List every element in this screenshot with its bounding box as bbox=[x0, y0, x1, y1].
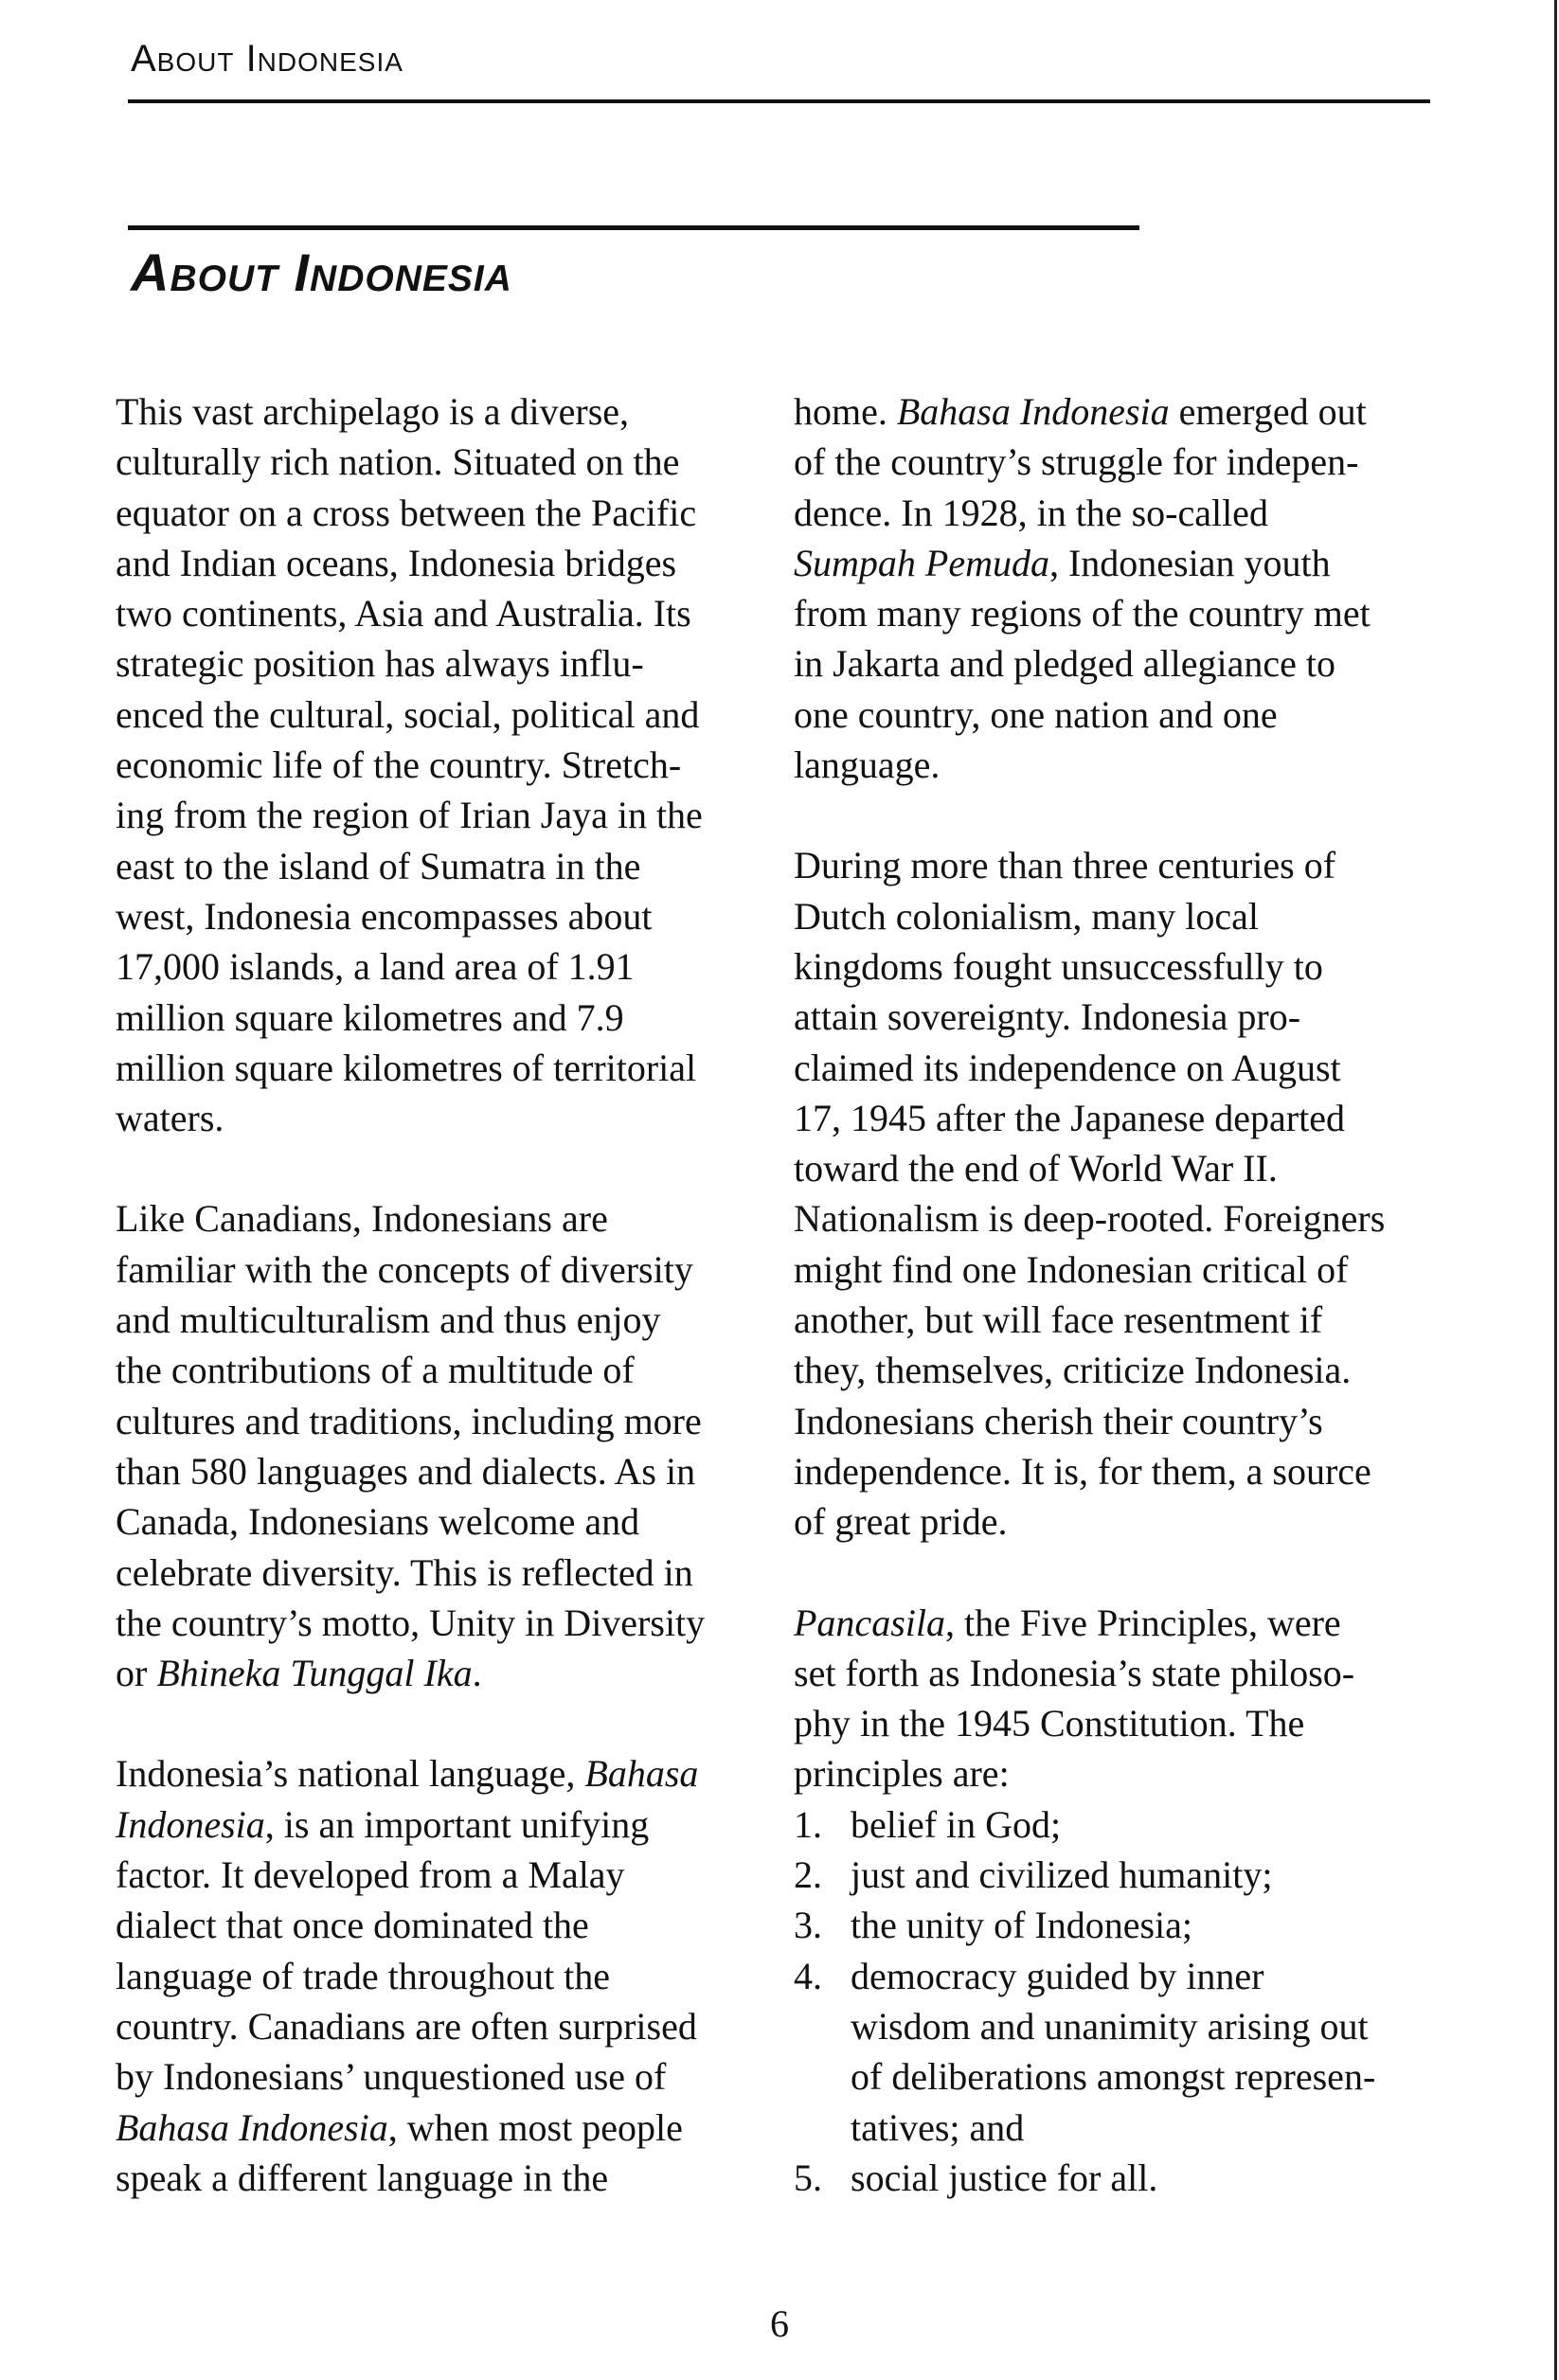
italic-term: Indonesia bbox=[116, 1802, 265, 1846]
principle-item bbox=[794, 1799, 1447, 1850]
text-run: and Indian oceans, Indonesia bridges bbox=[116, 541, 677, 584]
italic-term: Sumpah Pemuda bbox=[794, 541, 1049, 584]
text-run: dence. In 1928, in the so-called bbox=[794, 491, 1268, 534]
text-line bbox=[794, 992, 1447, 1042]
text-line bbox=[794, 1648, 1447, 1698]
text-run: dialect that once dominated the bbox=[116, 1904, 589, 1947]
text-line bbox=[794, 689, 1447, 740]
text-run: they, themselves, criticize Indonesia. bbox=[794, 1349, 1352, 1392]
text-run: phy in the 1945 Constitution. The bbox=[794, 1702, 1305, 1745]
text-run: million square kilometres and 7.9 bbox=[116, 995, 624, 1039]
text-run: equator on a cross between the Pacific bbox=[116, 491, 697, 534]
principle-item-continuation bbox=[794, 2001, 1447, 2051]
text-line bbox=[116, 1496, 760, 1547]
text-run: million square kilometres of territorial bbox=[116, 1046, 697, 1089]
text-line bbox=[116, 1598, 760, 1648]
text-run: Canada, Indonesians welcome and bbox=[116, 1500, 640, 1544]
text-run: language of trade throughout the bbox=[116, 1954, 611, 1997]
text-run: another, but will face resentment if bbox=[794, 1298, 1323, 1342]
text-line bbox=[116, 1043, 760, 1093]
principle-item bbox=[794, 1900, 1447, 1950]
header-rule bbox=[128, 99, 1430, 103]
text-line bbox=[794, 1193, 1447, 1244]
text-run: speak a different language in the bbox=[116, 2156, 609, 2199]
text-run: emerged out bbox=[1169, 390, 1367, 433]
principle-number: 3. bbox=[794, 1904, 822, 1947]
text-run: culturally rich nation. Situated on the bbox=[116, 440, 680, 484]
italic-term: Bahasa Indonesia bbox=[116, 2105, 388, 2149]
text-line bbox=[116, 2001, 760, 2051]
text-run: two continents, Asia and Australia. Its bbox=[116, 592, 691, 635]
right-column bbox=[794, 386, 1447, 2203]
text-line bbox=[116, 841, 760, 891]
text-run: of great pride. bbox=[794, 1500, 1008, 1544]
principle-text: tatives; and bbox=[851, 2105, 1025, 2149]
principle-item bbox=[794, 1951, 1447, 2001]
text-run: economic life of the country. Stretch- bbox=[116, 743, 682, 787]
text-run: the contributions of a multitude of bbox=[116, 1349, 635, 1392]
text-line bbox=[116, 2051, 760, 2102]
text-run: the country’s motto, Unity in Diversity bbox=[116, 1601, 706, 1644]
text-run: Indonesia’s national language, bbox=[116, 1752, 585, 1796]
page-edge-line bbox=[1554, 0, 1557, 2380]
text-line bbox=[116, 1193, 760, 1244]
text-line bbox=[116, 1850, 760, 1900]
running-header: About Indonesia bbox=[131, 38, 403, 80]
text-line bbox=[116, 588, 760, 638]
page-title: About Indonesia bbox=[131, 242, 512, 302]
text-run: and multiculturalism and thus enjoy bbox=[116, 1298, 661, 1342]
text-run: Indonesians cherish their country’s bbox=[794, 1399, 1323, 1442]
text-line bbox=[794, 1043, 1447, 1093]
text-line bbox=[794, 1446, 1447, 1496]
text-run: east to the island of Sumatra in the bbox=[116, 844, 641, 887]
left-paragraph bbox=[116, 1193, 760, 1698]
text-run: This vast archipelago is a diverse, bbox=[116, 390, 630, 433]
text-line bbox=[116, 538, 760, 588]
text-run: one country, one nation and one bbox=[794, 692, 1278, 736]
text-line bbox=[794, 437, 1447, 487]
text-run: strategic position has always influ- bbox=[116, 642, 644, 686]
text-run: , when most people bbox=[387, 2105, 683, 2149]
principle-number: 2. bbox=[794, 1853, 822, 1897]
text-run: waters. bbox=[116, 1097, 224, 1140]
principle-text: the unity of Indonesia; bbox=[851, 1904, 1193, 1947]
text-run: by Indonesians’ unquestioned use of bbox=[116, 2055, 667, 2099]
principle-item-continuation bbox=[794, 2051, 1447, 2102]
text-run: attain sovereignty. Indonesia pro- bbox=[794, 995, 1301, 1039]
principle-text: just and civilized humanity; bbox=[851, 1853, 1273, 1897]
text-line bbox=[116, 1345, 760, 1395]
text-line bbox=[116, 740, 760, 790]
text-run: factor. It developed from a Malay bbox=[116, 1853, 625, 1897]
text-run: 17,000 islands, a land area of 1.91 bbox=[116, 945, 635, 989]
text-line bbox=[794, 1598, 1447, 1648]
text-run: , the Five Principles, were bbox=[944, 1601, 1341, 1644]
text-line bbox=[794, 1295, 1447, 1345]
text-line bbox=[794, 840, 1447, 890]
text-line bbox=[794, 488, 1447, 538]
principle-text: social justice for all. bbox=[851, 2156, 1158, 2199]
text-line bbox=[116, 1396, 760, 1446]
text-run: celebrate diversity. This is reflected in bbox=[116, 1550, 693, 1594]
text-run: familiar with the concepts of diversity bbox=[116, 1247, 693, 1291]
text-line bbox=[794, 1244, 1447, 1295]
text-line bbox=[116, 1900, 760, 1950]
text-run: 17, 1945 after the Japanese departed bbox=[794, 1096, 1345, 1139]
text-line bbox=[794, 1143, 1447, 1193]
text-line bbox=[116, 1244, 760, 1295]
text-run: ing from the region of Irian Jaya in the bbox=[116, 794, 703, 837]
text-line bbox=[116, 386, 760, 437]
text-run: Nationalism is deep-rooted. Foreigners bbox=[794, 1197, 1386, 1241]
text-line bbox=[794, 1345, 1447, 1395]
text-run: Dutch colonialism, many local bbox=[794, 894, 1259, 938]
right-paragraph bbox=[794, 386, 1447, 790]
italic-term: Bahasa bbox=[584, 1752, 699, 1796]
principle-item bbox=[794, 2153, 1447, 2203]
text-line bbox=[116, 941, 760, 992]
text-line bbox=[794, 588, 1447, 638]
principle-number: 1. bbox=[794, 1802, 822, 1846]
italic-term: Bhineka Tunggal Ika bbox=[156, 1652, 473, 1695]
text-line bbox=[116, 1748, 760, 1798]
text-run: independence. It is, for them, a source bbox=[794, 1449, 1371, 1493]
text-line bbox=[116, 1799, 760, 1850]
text-line bbox=[116, 689, 760, 740]
text-run: in Jakarta and pledged allegiance to bbox=[794, 642, 1335, 686]
text-line bbox=[794, 638, 1447, 689]
text-run: language. bbox=[794, 743, 941, 787]
text-run: country. Canadians are often surprised bbox=[116, 2004, 697, 2048]
page-number: 6 bbox=[770, 2302, 789, 2345]
text-run: set forth as Indonesia’s state philoso- bbox=[794, 1651, 1355, 1694]
text-line bbox=[116, 1648, 760, 1698]
text-line bbox=[794, 538, 1447, 588]
text-run: principles are: bbox=[794, 1752, 1010, 1796]
text-line bbox=[116, 2103, 760, 2153]
text-run: from many regions of the country met bbox=[794, 592, 1371, 635]
text-run: cultures and traditions, including more bbox=[116, 1399, 702, 1442]
principles-list bbox=[794, 1799, 1447, 2203]
principle-item bbox=[794, 1850, 1447, 1900]
principle-text: of deliberations amongst represen- bbox=[851, 2055, 1376, 2099]
text-line bbox=[794, 941, 1447, 992]
text-run: home. bbox=[794, 390, 897, 433]
text-line bbox=[794, 740, 1447, 790]
text-line bbox=[116, 1093, 760, 1143]
text-line bbox=[116, 437, 760, 487]
italic-term: Pancasila bbox=[794, 1601, 945, 1644]
text-run: , is an important unifying bbox=[264, 1802, 650, 1846]
text-run: During more than three centuries of bbox=[794, 844, 1336, 887]
text-run: enced the cultural, social, political and bbox=[116, 692, 700, 736]
text-line bbox=[794, 1748, 1447, 1798]
text-line bbox=[116, 638, 760, 689]
text-line bbox=[116, 891, 760, 941]
text-line bbox=[116, 993, 760, 1043]
text-line bbox=[116, 2153, 760, 2203]
text-line bbox=[116, 1295, 760, 1345]
text-line bbox=[116, 1446, 760, 1496]
principle-item-continuation bbox=[794, 2103, 1447, 2153]
text-run: claimed its independence on August bbox=[794, 1046, 1341, 1089]
text-line bbox=[116, 1548, 760, 1598]
left-paragraph bbox=[116, 386, 760, 1143]
left-column bbox=[116, 386, 760, 2253]
text-run: than 580 languages and dialects. As in bbox=[116, 1449, 696, 1493]
text-line bbox=[794, 386, 1447, 437]
text-line bbox=[794, 891, 1447, 941]
text-run: Like Canadians, Indonesians are bbox=[116, 1197, 608, 1241]
principle-text: democracy guided by inner bbox=[851, 1954, 1264, 1997]
text-line bbox=[116, 1951, 760, 2001]
text-run: or bbox=[116, 1652, 157, 1695]
left-paragraph bbox=[116, 1748, 760, 2203]
principle-text: wisdom and unanimity arising out bbox=[851, 2004, 1369, 2048]
principle-text: belief in God; bbox=[851, 1802, 1062, 1846]
text-line bbox=[116, 488, 760, 538]
text-run: . bbox=[472, 1652, 482, 1695]
text-run: might find one Indonesian critical of bbox=[794, 1247, 1349, 1291]
text-line bbox=[794, 1698, 1447, 1748]
text-line bbox=[794, 1496, 1447, 1547]
text-run: toward the end of World War II. bbox=[794, 1147, 1278, 1190]
text-run: west, Indonesia encompasses about bbox=[116, 894, 653, 938]
text-line bbox=[116, 790, 760, 840]
text-line bbox=[794, 1396, 1447, 1446]
right-paragraph bbox=[794, 840, 1447, 1547]
italic-term: Bahasa Indonesia bbox=[896, 390, 1170, 433]
pancasila-intro bbox=[794, 1598, 1447, 1799]
principle-number: 4. bbox=[794, 1954, 822, 1997]
text-run: of the country’s struggle for indepen- bbox=[794, 440, 1359, 484]
text-run: , Indonesian youth bbox=[1048, 541, 1331, 584]
text-run: kingdoms fought unsuccessfully to bbox=[794, 944, 1323, 988]
principle-number: 5. bbox=[794, 2156, 822, 2199]
text-line bbox=[794, 1093, 1447, 1143]
title-rule bbox=[128, 225, 1139, 230]
